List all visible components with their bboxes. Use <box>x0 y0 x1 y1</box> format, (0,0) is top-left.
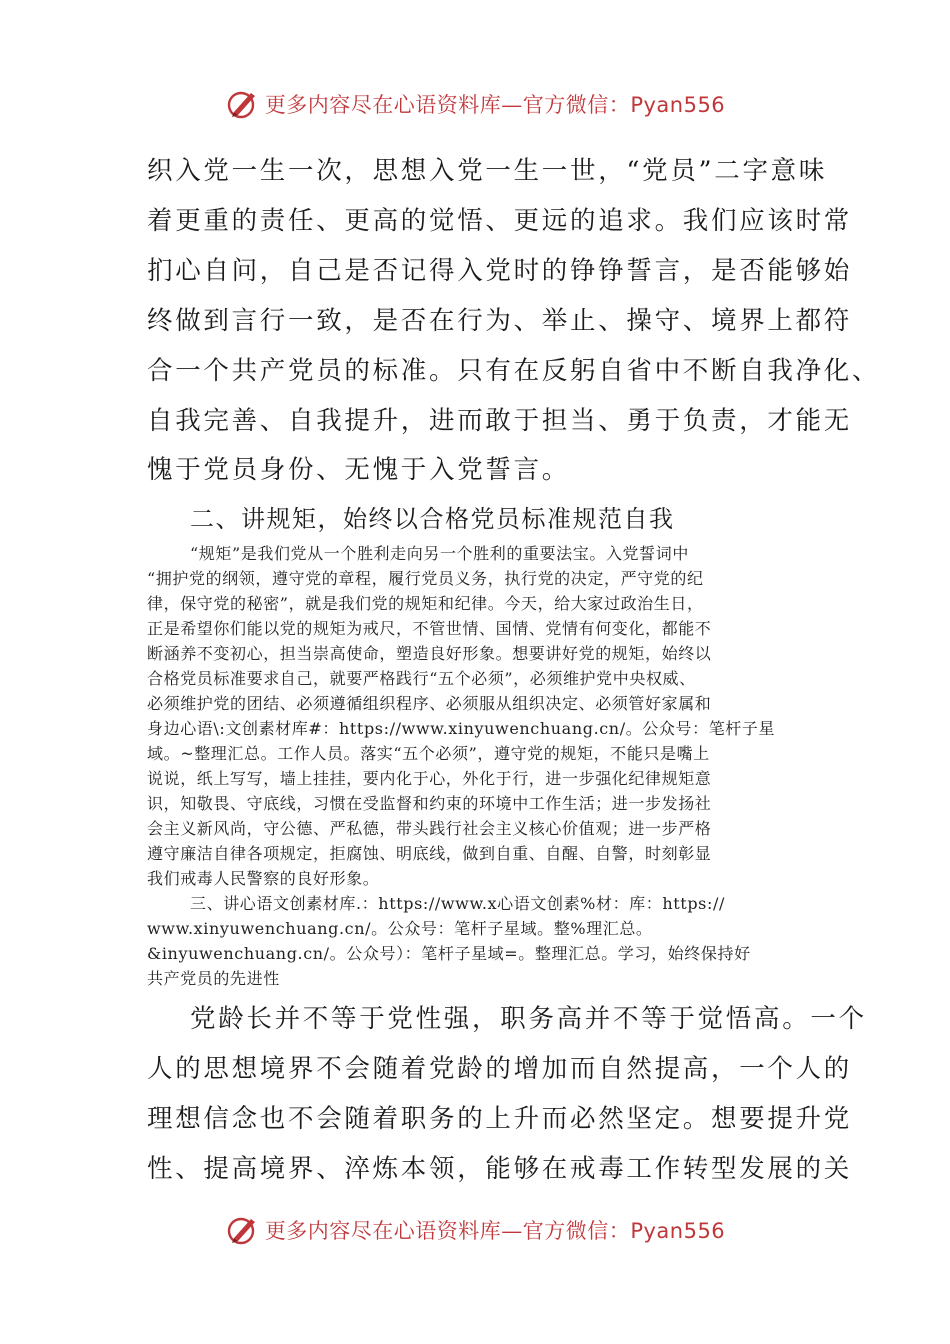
body-line-2: 着更重的责任、更高的觉悟、更远的追求。我们应该时常 <box>147 206 853 236</box>
small-line-10: 说说，纸上写写，墙上挂挂，要内化于心，外化于行，进一步强化纪律规矩意 <box>147 769 712 788</box>
wechat-id: Pyan556 <box>630 1219 726 1243</box>
body2-line-2: 人的思想境界不会随着党龄的增加而自然提高，一个人的 <box>147 1054 853 1084</box>
body-line-1: 织入党一生一次，思想入党一生一世，“党员”二字意味 <box>147 156 828 186</box>
small-line-9: 域。~整理汇总。工作人员。落实“五个必须”，遵守党的规矩，不能只是嘴上 <box>147 744 710 763</box>
body-line-4: 终做到言行一致，是否在行为、举止、操守、境界上都符 <box>147 306 853 336</box>
wechat-id: Pyan556 <box>630 93 726 117</box>
body2-line-1: 党龄长并不等于党性强，职务高并不等于觉悟高。一个 <box>190 1004 867 1034</box>
small-line-3: 律，保守党的秘密”，就是我们党的规矩和纪律。今天，给大家过政治生日， <box>147 594 704 613</box>
body2-line-3: 理想信念也不会随着职务的上升而必然坚定。想要提升党 <box>147 1104 853 1134</box>
body-line-5: 合一个共产党员的标准。只有在反躬自省中不断自我净化、 <box>147 356 881 386</box>
small-line-17: &inyuwenchuang.cn/。公众号）：笔杆子星域=。整理汇总。学习，始终保持好 <box>147 944 751 963</box>
body-line-6: 自我完善、自我提升，进而敢于担当、勇于负责，才能无 <box>147 406 853 436</box>
small-line-4: 正是希望你们能以党的规矩为戒尺，不管世情、国情、党情有何变化，都能不 <box>147 619 712 638</box>
small-line-6: 合格党员标准要求自己，就要严格践行“五个必须”，必须维护党中央权威、 <box>147 669 696 688</box>
body-line-7: 愧于党员身份、无愧于入党誓言。 <box>147 455 571 485</box>
small-line-12: 会主义新风尚，守公德、严私德，带头践行社会主义核心价值观；进一步严格 <box>147 819 712 838</box>
body-line-3: 扪心自问，自己是否记得入党时的铮铮誓言，是否能够始 <box>147 256 853 286</box>
small-line-5: 断涵养不变初心，担当崇高使命，塑造良好形象。想要讲好党的规矩，始终以 <box>147 644 712 663</box>
small-line-2: “拥护党的纲领，遵守党的章程，履行党员义务，执行党的决定，严守党的纪 <box>147 569 704 588</box>
small-line-11: 识，知敬畏、守底线，习惯在受监督和约束的环境中工作生活；进一步发扬社 <box>147 794 712 813</box>
small-line-1: “规矩”是我们党从一个胜利走向另一个胜利的重要法宝。入党誓词中 <box>190 544 689 563</box>
small-line-13: 遵守廉洁自律各项规定，拒腐蚀、明底线，做到自重、自醒、自警，时刻彰显 <box>147 844 712 863</box>
small-line-14: 我们戒毒人民警察的良好形象。 <box>147 869 380 888</box>
footer-banner <box>0 1208 950 1252</box>
pen-circle-logo-icon <box>225 87 259 121</box>
section-heading-2: 二、讲规矩，始终以合格党员标准规范自我 <box>190 505 675 533</box>
small-line-7: 必须维护党的团结、必须遵循组织程序、必须服从组织决定、必须管好家属和 <box>147 694 712 713</box>
small-line-18: 共产党员的先进性 <box>147 969 280 988</box>
small-line-16: www.xinyuwenchuang.cn/。公众号：笔杆子星域。整%理汇总。 <box>147 919 653 938</box>
small-line-8: 身边心语\:文创素材库#：https://www.xinyuwenchuang.cn/。公众号：笔杆子星 <box>147 719 776 738</box>
pen-circle-logo-icon <box>225 1213 259 1247</box>
header-banner <box>0 82 950 126</box>
small-line-15: 三、讲心语文创素材库.：https://www.x心语文创素%材：库：https:// <box>190 894 725 913</box>
banner-text: 更多内容尽在心语资料库—官方微信：Pyan556 <box>264 93 726 117</box>
body2-line-4: 性、提高境界、淬炼本领，能够在戒毒工作转型发展的关 <box>147 1154 853 1184</box>
banner-text: 更多内容尽在心语资料库—官方微信：Pyan556 <box>264 1219 726 1243</box>
